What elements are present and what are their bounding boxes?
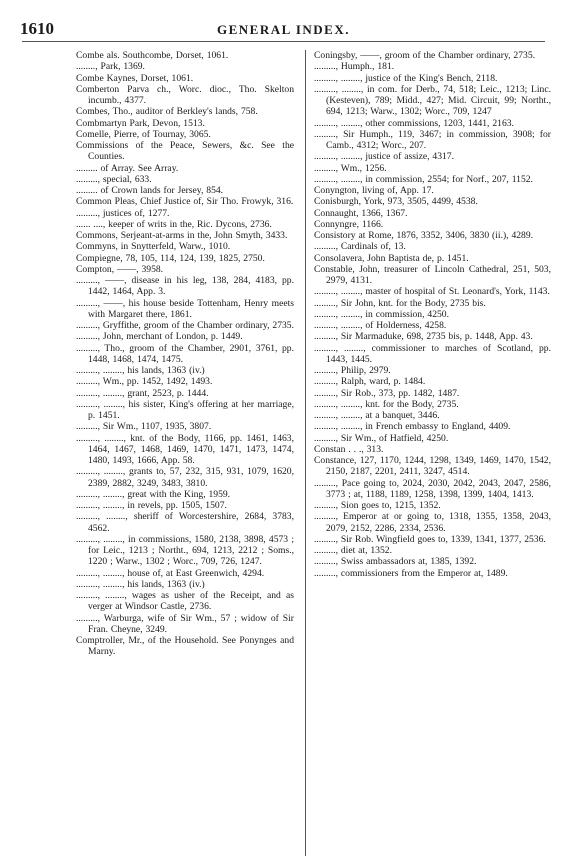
header-rule <box>22 41 545 42</box>
index-entry: Combmartyn Park, Devon, 1513. <box>76 117 205 129</box>
index-entry: ........., ........, his sister, King's offering at her marriage, p. 1451. <box>76 398 294 421</box>
index-entry: ........., ........, knt. for the Body, 2735. <box>314 398 459 410</box>
index-entry: ...... ...., keeper of writs in the, Ric. Dycons, 2736. <box>76 218 272 230</box>
index-entry: ........., ——, disease in his leg, 138, 284, 4183, pp. 1442, 1464, App. 3. <box>76 275 294 298</box>
index-entry: ........., Sir John, knt. for the Body, 2735 bis. <box>314 297 486 309</box>
index-entry: ........., ........, in French embassy to England, 4409. <box>314 421 511 433</box>
index-entry: Constan . . ., 313. <box>314 443 384 455</box>
page-number: 1610 <box>20 19 54 38</box>
index-entry: Common Pleas, Chief Justice of, Sir Tho. Frowyk, 316. <box>76 196 294 208</box>
index-entry: ........., Sir Rob., 373, pp. 1482, 1487. <box>314 387 460 399</box>
index-entry: ........., Wm., pp. 1452, 1492, 1493. <box>76 376 213 388</box>
index-entry: Constable, John, treasurer of Lincoln Cathedral, 251, 503, 2979, 4131. <box>314 263 551 286</box>
index-entry: ........., Gryffithe, groom of the Chamber ordinary, 2735. <box>76 320 294 331</box>
index-entry: ........., ........, commissioner to marches of Scotland, pp. 1443, 1445. <box>314 342 551 365</box>
index-entry: ........, Park, 1369. <box>76 61 145 73</box>
index-entry: ........., ........, sheriff of Worcestershire, 2684, 3783, 4562. <box>76 511 294 534</box>
index-entry: ........., ——, his house beside Tottenham, Henry meets with Margaret there, 1861. <box>76 297 294 320</box>
index-entry: Commons, Serjeant-at-arms in the, John Smyth, 3433. <box>76 230 288 241</box>
index-entry: ........., ........, justice of the King's Bench, 2118. <box>314 72 498 84</box>
index-entry: ........., ........, in revels, pp. 1505, 1507. <box>76 500 227 511</box>
index-entry: ........., commissioners from the Emperor at, 1489. <box>314 567 508 579</box>
page-header <box>0 0 567 44</box>
index-entry: ........., Philip, 2979. <box>314 365 391 376</box>
index-entry: ........., Sir Humph., 119, 3467; in commission, 3908; for Camb., 4312; Worc., 207. <box>314 128 551 151</box>
right-column <box>314 50 551 579</box>
index-entry: ........., ........, great with the King, 1959. <box>76 488 231 500</box>
index-entry: ........., ........, wages as usher of the Receipt, and as verger at Windsor Castle, 2736. <box>76 590 294 613</box>
index-entry: ......... of Array. See Array. <box>76 162 179 174</box>
index-entry: ........., diet at, 1352. <box>314 545 392 556</box>
index-entry: ......... of Crown lands for Jersey, 854. <box>76 185 224 196</box>
index-entry: ........., Tho., groom of the Chamber, 2901, 3761, pp. 1448, 1468, 1474, 1475. <box>76 342 294 365</box>
index-entry: Consolavera, John Baptista de, p. 1451. <box>314 252 469 264</box>
index-entry: ........., Ralph, ward, p. 1484. <box>314 376 426 388</box>
left-column <box>76 50 294 658</box>
index-entry: Comelle, Pierre, of Tournay, 3065. <box>76 128 211 140</box>
index-entry: Combe Kaynes, Dorset, 1061. <box>76 72 194 84</box>
index-entry: Comberton Parva ch., Worc. dioc., Tho. Skelton incumb., 4377. <box>76 83 294 106</box>
index-entry: ........., ........, master of hospital of St. Leonard's, York, 1143. <box>314 286 550 298</box>
index-entry: Combe als. Southcombe, Dorset, 1061. <box>76 50 229 61</box>
index-entry: ........., ........, grants to, 57, 232, 315, 931, 1079, 1620, 2389, 2882, 3249, 3483, 3810. <box>76 466 294 489</box>
index-entry: ........., Sir Rob. Wingfield goes to, 1339, 1341, 1377, 2536. <box>314 533 546 545</box>
index-entry: ........., ........, justice of assize, 4317. <box>314 151 454 163</box>
index-entry: ........., justices of, 1277. <box>76 207 170 219</box>
index-entry: ........., Warburga, wife of Sir Wm., 57 ; widow of Sir Fran. Cheyne, 3249. <box>76 612 294 635</box>
index-entry: ........., ........, in commissions, 1580, 2138, 3898, 4573 ; for Leic., 1213 ; Northt., 694, 1213, 2212 ; Soms., 1220 ; Warw., 1302 ; Worc., 709, 726, 1247. <box>76 533 294 568</box>
index-entry: Compiegne, 78, 105, 114, 124, 139, 1825, 2750. <box>76 252 265 264</box>
index-entry: ........., ........, grant, 2523, p. 1444. <box>76 387 209 399</box>
index-entry: Connaught, 1366, 1367. <box>314 207 408 219</box>
index-entry: Commissions of the Peace, Sewers, &c. See the Counties. <box>76 140 294 163</box>
index-entry: ........., Sir Wm., of Hatfield, 4250. <box>314 432 449 444</box>
index-entry: Commyns, in Snytterfeld, Warw., 1010. <box>76 241 231 253</box>
index-entry: ........., special, 633. <box>76 173 152 185</box>
index-entry: ........., Pace going to, 2024, 2030, 2042, 2043, 2047, 2586, 3773 ; at, 1188, 1189, 1258, 1398, 1399, 1404, 1413. <box>314 477 551 500</box>
index-entry: ........., Humph., 181. <box>314 61 395 73</box>
index-entry: ........., Wm., 1256. <box>314 162 387 174</box>
index-entry: ........., ........, in commission, 4250. <box>314 308 449 320</box>
index-entry: ........., ........, other commissions, 1203, 1441, 2163. <box>314 117 514 129</box>
index-entry: ........., ........, his lands, 1363 (iv.) <box>76 578 205 590</box>
index-entry: ........., Swiss ambassadors at, 1385, 1392. <box>314 556 477 568</box>
index-entry: Conisburgh, York, 973, 3505, 4499, 4538. <box>314 196 478 208</box>
page-title: GENERAL INDEX. <box>217 22 350 37</box>
index-entry: ........., Sir Wm., 1107, 1935, 3807. <box>76 421 212 433</box>
index-entry: ........., John, merchant of London, p. 1449. <box>76 331 243 343</box>
index-entry: ........., ........, knt. of the Body, 1166, pp. 1461, 1463, 1464, 1467, 1468, 1469, 1470, 1471, 1473, 1474, 1480, 1493, 1666, App. 58. <box>76 432 294 466</box>
index-entry: ........., ........, of Holderness, 4258. <box>314 320 447 331</box>
index-entry: Comptroller, Mr., of the Household. See Ponynges and Marny. <box>76 635 294 658</box>
index-entry: ........., ........, his lands, 1363 (iv.) <box>76 365 205 376</box>
index-entry: Combes, Tho., auditor of Berkley's lands, 758. <box>76 106 258 118</box>
index-entry: Coningsby, ——, groom of the Chamber ordinary, 2735. <box>314 50 536 61</box>
index-entry: ........., Cardinals of, 13. <box>314 241 406 253</box>
index-entry: ........., ........, at a banquet, 3446. <box>314 410 440 421</box>
index-entry: ........., Emperor at or going to, 1318, 1355, 1358, 2043, 2079, 2152, 2286, 2334, 2536. <box>314 511 551 534</box>
index-entry: Conyngton, living of, App. 17. <box>314 185 434 196</box>
index-entry: ........., ........, in com. for Derb., 74, 518; Leic., 1213; Linc. (Kesteven), 789; Midd., 427; Mid. Circuit, 99; Northt., 694, 1213; Warw., 1302; Worc., 709, 1247 <box>314 83 551 118</box>
index-entry: ........., ........, in commission, 2554; for Norf., 207, 1152. <box>314 173 533 185</box>
index-entry: Consistory at Rome, 1876, 3352, 3406, 3830 (ii.), 4289. <box>314 230 534 241</box>
index-entry: ........., Sion goes to, 1215, 1352. <box>314 500 441 511</box>
index-entry: ........., Sir Marmaduke, 698, 2735 bis, p. 1448, App. 43. <box>314 331 533 343</box>
index-entry: ........., ........, house of, at East Greenwich, 4294. <box>76 567 265 579</box>
index-entry: Compton, ——, 3958. <box>76 263 164 275</box>
index-entry: Constance, 127, 1170, 1244, 1298, 1349, 1469, 1470, 1542, 2150, 2187, 2201, 2411, 3247, 4514. <box>314 455 551 478</box>
column-divider <box>305 50 306 856</box>
index-entry: Connyngre, 1166. <box>314 218 384 230</box>
